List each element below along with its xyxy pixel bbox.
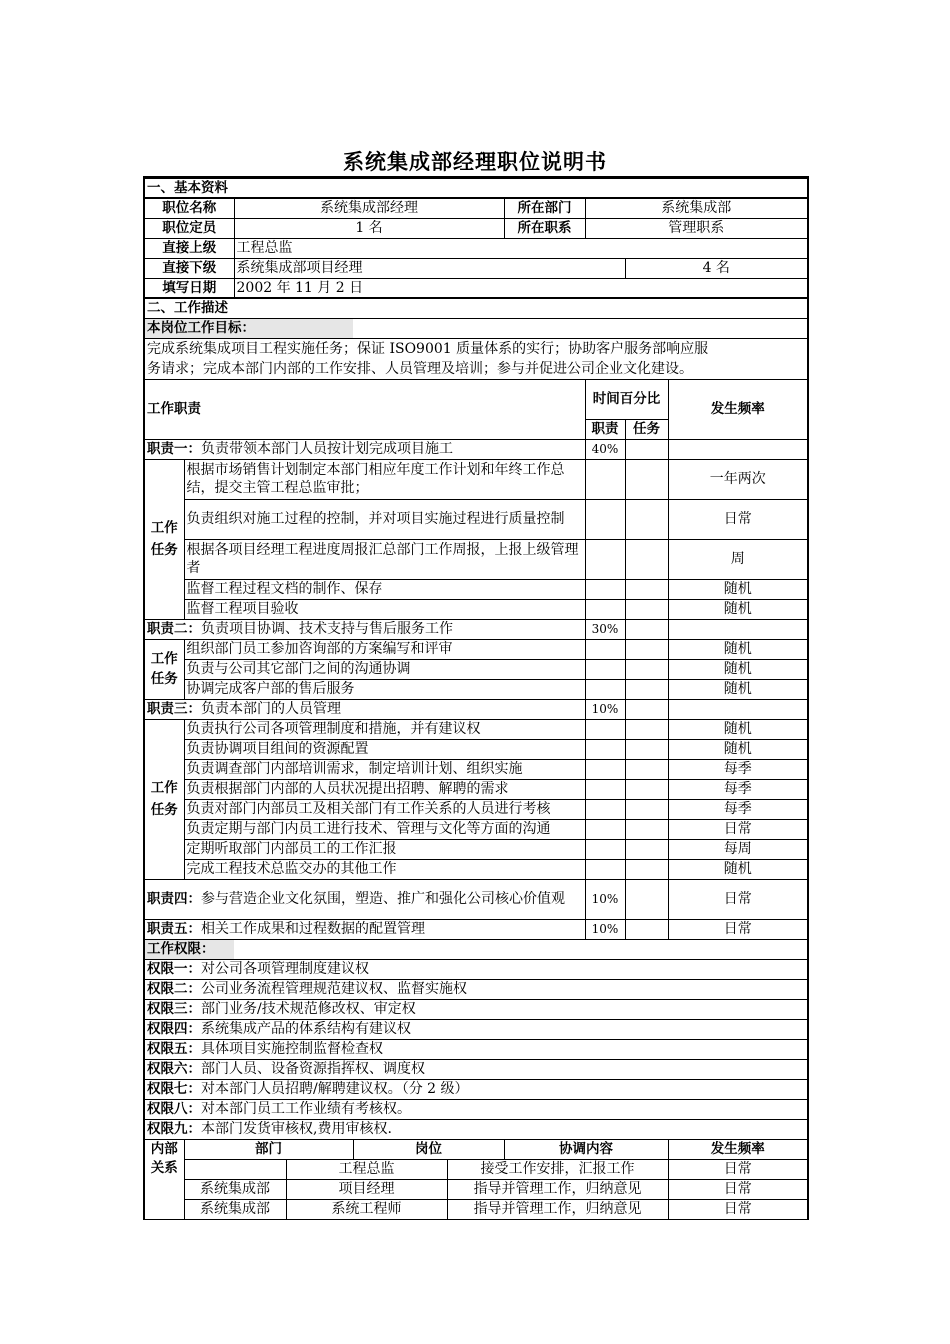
task-text: 协调完成客户部的售后服务 — [184, 679, 585, 699]
task-freq: 每季 — [668, 759, 808, 779]
task-text: 根据市场销售计划制定本部门相应年度工作计划和年终工作总结，提交主管工程总监审批； — [184, 459, 585, 499]
authority-item: 权限四：系统集成产品的体系结构有建议权 — [144, 1019, 808, 1039]
duty-pct: 40% — [585, 439, 625, 459]
subordinate-count: 4 名 — [625, 258, 808, 278]
duty-pct: 10% — [585, 699, 625, 719]
task-freq: 每季 — [668, 799, 808, 819]
freq-header: 发生频率 — [668, 379, 808, 439]
task-text: 负责执行公司各项管理制度和措施，并有建议权 — [184, 719, 585, 739]
relations-content: 指导并管理工作，归纳意见 — [447, 1179, 668, 1199]
authority-item: 权限八：对本部门员工工作业绩有考核权。 — [144, 1099, 808, 1119]
relations-freq: 日常 — [668, 1199, 808, 1219]
task-freq: 随机 — [668, 719, 808, 739]
task-text: 监督工程过程文档的制作、保存 — [184, 579, 585, 599]
duty-pct: 10% — [585, 919, 625, 939]
relations-dept: 系统集成部 — [184, 1199, 286, 1219]
task-freq: 随机 — [668, 679, 808, 699]
relations-post: 项目经理 — [286, 1179, 447, 1199]
task-freq: 一年两次 — [668, 459, 808, 499]
task-text: 负责组织对施工过程的控制，并对项目实施过程进行质量控制 — [184, 499, 585, 539]
duty-row: 职责一：负责带领本部门人员按计划完成项目施工 — [144, 439, 585, 459]
section-work-heading: 二、工作描述 — [144, 298, 808, 318]
duty-pct: 30% — [585, 619, 625, 639]
relations-freq-header: 发生频率 — [668, 1139, 808, 1159]
job-description-table — [143, 176, 809, 1220]
task-freq: 每季 — [668, 779, 808, 799]
authority-item: 权限九：本部门发货审核权,费用审核权. — [144, 1119, 808, 1139]
document-title: 系统集成部经理职位说明书 — [343, 150, 607, 174]
task-text: 负责调查部门内部培训需求，制定培训计划、组织实施 — [184, 759, 585, 779]
task-text: 定期听取部门内部员工的工作汇报 — [184, 839, 585, 859]
task-freq: 随机 — [668, 739, 808, 759]
goal-text: 完成系统集成项目工程实施任务；保证 ISO9001 质量体系的实行；协助客户服务部响应服 务请求；完成本部门内部的工作安排、人员管理及培训；参与并促进公司企业文化建设。 — [144, 338, 808, 379]
task-label: 工作 任务 — [144, 719, 184, 879]
task-label: 工作 任务 — [144, 459, 184, 619]
relations-content: 指导并管理工作，归纳意见 — [447, 1199, 668, 1219]
superior-value: 工程总监 — [234, 238, 808, 258]
task-text: 负责与公司其它部门之间的沟通协调 — [184, 659, 585, 679]
duty-row: 职责五：相关工作成果和过程数据的配置管理 — [144, 919, 585, 939]
relations-dept: 系统集成部 — [184, 1179, 286, 1199]
task-freq: 随机 — [668, 599, 808, 619]
time-duty-header: 职责 — [585, 419, 625, 439]
relations-dept — [184, 1159, 286, 1179]
relations-freq: 日常 — [668, 1159, 808, 1179]
task-freq: 周 — [668, 539, 808, 579]
duty-row: 职责三：负责本部门的人员管理 — [144, 699, 585, 719]
date-value: 2002 年 11 月 2 日 — [234, 278, 808, 298]
task-text: 负责定期与部门内员工进行技术、管理与文化等方面的沟通 — [184, 819, 585, 839]
duty-pct: 10% — [585, 879, 625, 919]
task-label: 工作 任务 — [144, 639, 184, 699]
task-text: 根据各项目经理工程进度周报汇总部门工作周报，上报上级管理者 — [184, 539, 585, 579]
date-label: 填写日期 — [144, 278, 234, 298]
duty-row: 职责二：负责项目协调、技术支持与售后服务工作 — [144, 619, 585, 639]
authority-item: 权限五：具体项目实施控制监督检查权 — [144, 1039, 808, 1059]
duty-header: 工作职责 — [144, 379, 585, 439]
task-text: 负责根据部门内部的人员状况提出招聘、解聘的需求 — [184, 779, 585, 799]
relations-content-header: 协调内容 — [504, 1139, 668, 1159]
task-text: 负责协调项目组间的资源配置 — [184, 739, 585, 759]
authority-item: 权限七：对本部门人员招聘/解聘建议权。（分 2 级） — [144, 1079, 808, 1099]
authority-item: 权限二：公司业务流程管理规范建议权、监督实施权 — [144, 979, 808, 999]
task-freq: 随机 — [668, 639, 808, 659]
authority-heading: 工作权限： — [144, 939, 234, 959]
authority-item: 权限六：部门人员、设备资源指挥权、调度权 — [144, 1059, 808, 1079]
task-freq: 日常 — [668, 499, 808, 539]
task-freq: 随机 — [668, 859, 808, 879]
authority-item: 权限一：对公司各项管理制度建议权 — [144, 959, 808, 979]
relations-freq: 日常 — [668, 1179, 808, 1199]
time-task-header: 任务 — [625, 419, 668, 439]
goal-label: 本岗位工作目标： — [144, 318, 353, 338]
task-text: 负责对部门内部员工及相关部门有工作关系的人员进行考核 — [184, 799, 585, 819]
relations-content: 接受工作安排，汇报工作 — [447, 1159, 668, 1179]
task-text: 监督工程项目验收 — [184, 599, 585, 619]
headcount-value: 1 名 — [234, 218, 504, 238]
task-freq: 随机 — [668, 579, 808, 599]
relations-dept-header: 部门 — [184, 1139, 353, 1159]
dept-label: 所在部门 — [504, 198, 585, 218]
headcount-label: 职位定员 — [144, 218, 234, 238]
duty-freq — [668, 619, 808, 639]
subordinate-label: 直接下级 — [144, 258, 234, 278]
time-percent-header: 时间百分比 — [585, 379, 668, 419]
duty-freq: 日常 — [668, 879, 808, 919]
task-text: 完成工程技术总监交办的其他工作 — [184, 859, 585, 879]
task-text: 组织部门员工参加咨询部的方案编写和评审 — [184, 639, 585, 659]
pos-name-label: 职位名称 — [144, 198, 234, 218]
task-freq: 日常 — [668, 819, 808, 839]
family-label: 所在职系 — [504, 218, 585, 238]
family-value: 管理职系 — [585, 218, 808, 238]
duty-row: 职责四：参与营造企业文化氛围，塑造、推广和强化公司核心价值观 — [144, 879, 585, 919]
duty-freq — [668, 699, 808, 719]
task-freq: 每周 — [668, 839, 808, 859]
pos-name-value: 系统集成部经理 — [234, 198, 504, 218]
subordinate-value: 系统集成部项目经理 — [234, 258, 625, 278]
relations-post: 系统工程师 — [286, 1199, 447, 1219]
relations-post-header: 岗位 — [353, 1139, 504, 1159]
task-freq: 随机 — [668, 659, 808, 679]
dept-value: 系统集成部 — [585, 198, 808, 218]
duty-freq: 日常 — [668, 919, 808, 939]
internal-relations-label: 内部 关系 — [144, 1139, 184, 1219]
authority-item: 权限三：部门业务/技术规范修改权、审定权 — [144, 999, 808, 1019]
relations-post: 工程总监 — [286, 1159, 447, 1179]
section-basic-heading: 一、基本资料 — [144, 178, 808, 199]
superior-label: 直接上级 — [144, 238, 234, 258]
duty-freq — [668, 439, 808, 459]
